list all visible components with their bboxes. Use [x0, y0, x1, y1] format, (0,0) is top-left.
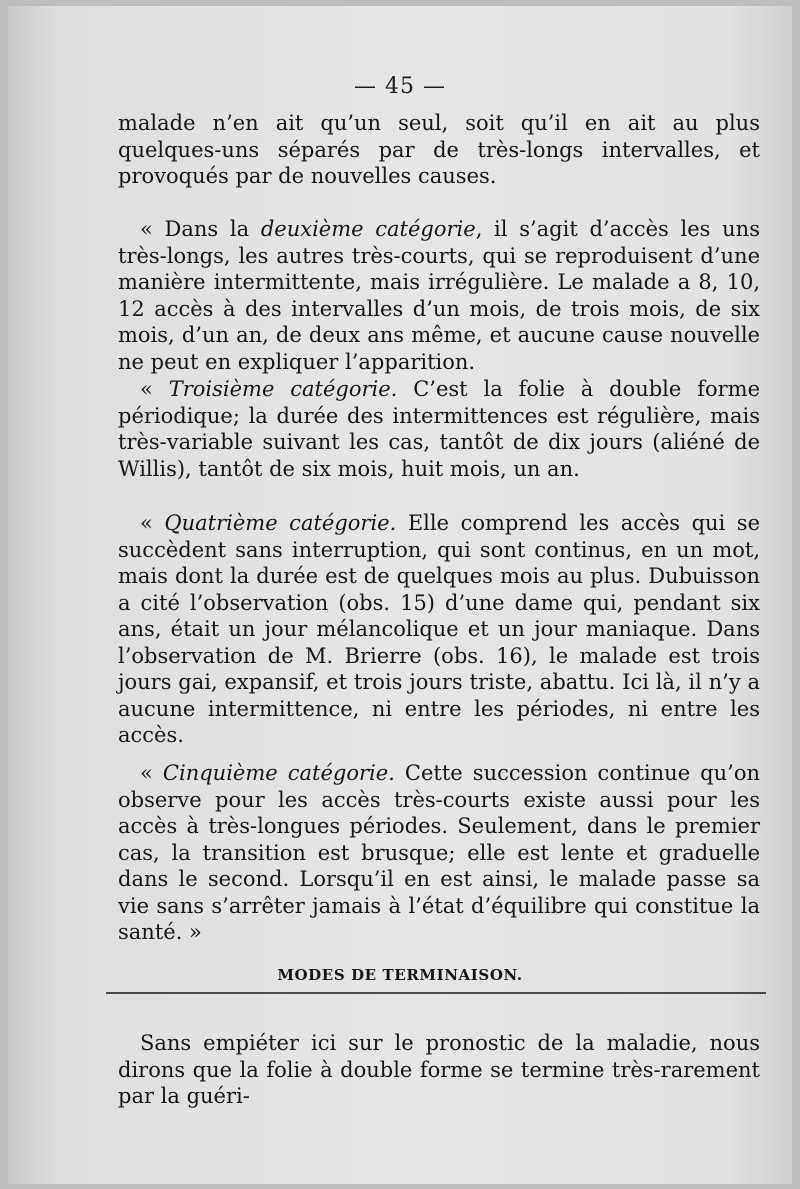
paragraph-3-text: C’est la folie à double forme périodique; la durée des intermittences est régulière, mais très-variable suivant les cas, tantôt de dix jours (aliéné de Willis), tantôt de six mois, huit mois, un an.	[118, 377, 760, 481]
paragraph-3-prefix: «	[140, 377, 169, 401]
document-page	[8, 6, 792, 1184]
section-heading: MODES DE TERMINAISON.	[277, 966, 523, 984]
paragraph-2	[118, 216, 760, 375]
paragraph-5-text: Cette succession continue qu’on observe pour les accès très-courts existe aussi pour les accès à très-longues périodes. Seulement, dans le premier cas, la transition est brusque; elle est lente et graduelle dans le second. Lorsqu’il en est ainsi, le malade passe sa vie sans s’arrêter jamais à l’état d’équilibre qui constitue la santé. »	[118, 761, 760, 944]
paragraph-5	[118, 760, 760, 946]
paragraph-1: malade n’en ait qu’un seul, soit qu’il en ait au plus quelques-uns séparés par de très-longs intervalles, et provoqués par de nouvelles causes.	[118, 111, 760, 188]
paragraph-4-container	[118, 510, 760, 749]
paragraph-5-prefix: «	[140, 761, 163, 785]
body-text-top	[118, 110, 760, 190]
paragraph-2-prefix: « Dans la	[140, 217, 261, 241]
paragraph-4	[118, 510, 760, 749]
paragraph-5-category: Cinquième catégorie.	[162, 761, 395, 785]
page-number: — 45 —	[354, 74, 446, 99]
section-paragraph: Sans empiéter ici sur le pronostic de la maladie, nous dirons que la folie à double forme se termine très-rarement par la guéri-	[118, 1031, 760, 1108]
paragraph-3	[118, 376, 760, 482]
paragraph-3-container	[118, 376, 760, 482]
paragraph-2-text: , il s’agit d’accès les uns très-longs, les autres très-courts, qui se reproduisent d’une manière intermittente, mais irrégulière. Le malade a 8, 10, 12 accès à des intervalles d’un mois, de trois mois, de six mois, d’un an, de deux ans même, et aucune cause nouvelle ne peut en expliquer l’apparition.	[118, 217, 760, 374]
section-paragraph-container	[118, 1030, 760, 1110]
section-divider	[106, 992, 766, 994]
paragraph-5-container	[118, 760, 760, 946]
paragraph-2-category: deuxième catégorie	[260, 217, 476, 241]
paragraph-4-category: Quatrième catégorie.	[164, 511, 397, 535]
paragraph-4-text: Elle comprend les accès qui se succèdent sans interruption, qui sont continus, en un mot, mais dont la durée est de quelques mois au plus. Dubuisson a cité l’observation (obs. 15) d’une dame qui, pendant six ans, était un jour mélancolique et un jour maniaque. Dans l’observation de M. Brierre (obs. 16), le malade est trois jours gai, expansif, et trois jours triste, abattu. Ici là, il n’y a aucune intermittence, ni entre les périodes, ni entre les accès.	[118, 511, 761, 747]
paragraph-4-prefix: «	[140, 511, 165, 535]
paragraph-3-category: Troisième catégorie.	[168, 377, 398, 401]
paragraph-2-container	[118, 216, 760, 375]
